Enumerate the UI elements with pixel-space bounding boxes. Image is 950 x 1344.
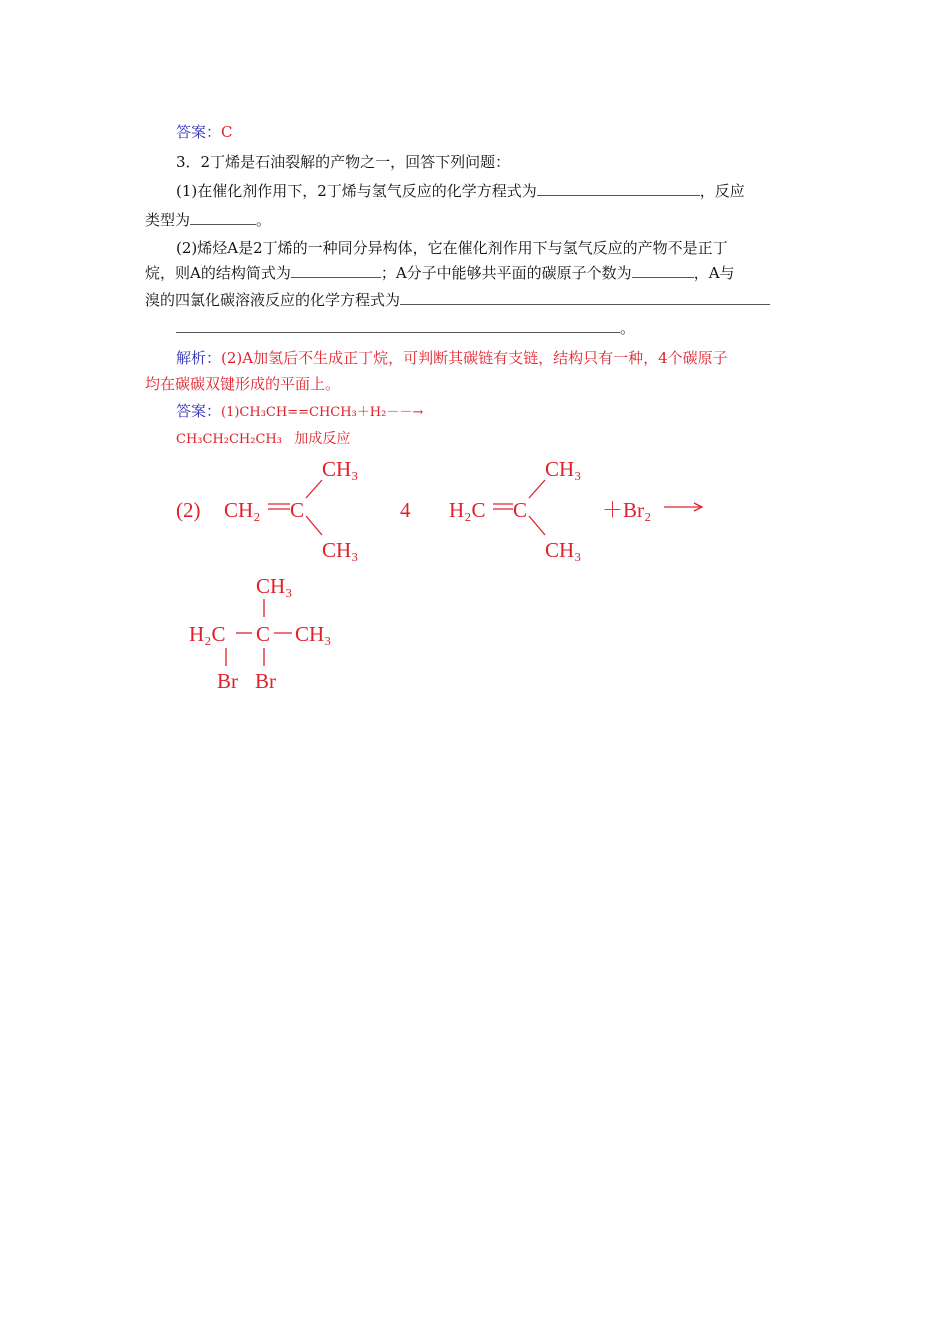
part2-period: 。: [620, 319, 636, 337]
carbon-atom: C: [513, 498, 528, 522]
analysis-text: (2)A加氢后不生成正丁烷，可判断其碳链有支链，结构只有一种，4个碳原子: [221, 349, 728, 367]
single-bond-line: [306, 480, 322, 498]
part1-text: (1)在催化剂作用下，2丁烯与氢气反应的化学方程式为: [176, 182, 537, 200]
part2-eq-text: 溴的四氯化碳溶液反应的化学方程式为: [145, 291, 401, 309]
part1-text-end: ，反应: [699, 182, 745, 200]
carbon-atom: C: [256, 622, 271, 646]
answer-value: C: [221, 123, 233, 141]
single-bond-line: [529, 516, 545, 535]
equation-1: (1)CH₃CH==CHCH₃＋H₂－－→: [221, 405, 424, 420]
methyl-group: CH₃: [545, 457, 582, 481]
question-part2: (2)烯烃A是2丁烯的一种同分异构体，它在催化剂作用下与氢气反应的产物不是正丁: [176, 239, 728, 257]
answer-label: 答案：: [176, 123, 222, 141]
ch2-group: CH₂: [224, 498, 261, 522]
methyl-group: CH₃: [256, 574, 293, 598]
part2-text: 烷，则A的结构简式为: [145, 264, 291, 282]
carbon-atom: C: [290, 498, 305, 522]
part2-label: (2): [176, 498, 201, 522]
part1-period: 。: [256, 211, 272, 229]
bromine-atom: Br: [217, 669, 238, 693]
part2-text-mid: ；A分子中能够共平面的碳原子个数为: [380, 264, 632, 282]
part2-text-end: ，A与: [693, 264, 735, 282]
methyl-group: CH₃: [545, 538, 582, 562]
product-formula: CH₃CH₂CH₂CH₃: [176, 432, 282, 447]
single-bond-line: [529, 480, 545, 498]
analysis-text-cont: 均在碳碳双键形成的平面上。: [145, 375, 341, 393]
analysis-label: 解析：: [176, 349, 222, 367]
h2c-group: H₂C: [449, 498, 486, 522]
single-bond-line: [306, 516, 322, 535]
plus-bromine: ＋Br₂: [602, 498, 652, 522]
question-stem: 3．2丁烯是石油裂解的产物之一，回答下列问题：: [176, 153, 511, 171]
answer-label: 答案：: [176, 402, 222, 420]
methyl-group: CH₃: [295, 622, 332, 646]
methyl-group: CH₃: [322, 538, 359, 562]
part1-type-text: 类型为: [145, 211, 191, 229]
coplanar-count: 4: [400, 498, 411, 522]
reaction-type: 加成反应: [294, 431, 351, 447]
bromine-atom: Br: [255, 669, 276, 693]
methyl-group: CH₃: [322, 457, 359, 481]
h2c-group: H₂C: [189, 622, 226, 646]
